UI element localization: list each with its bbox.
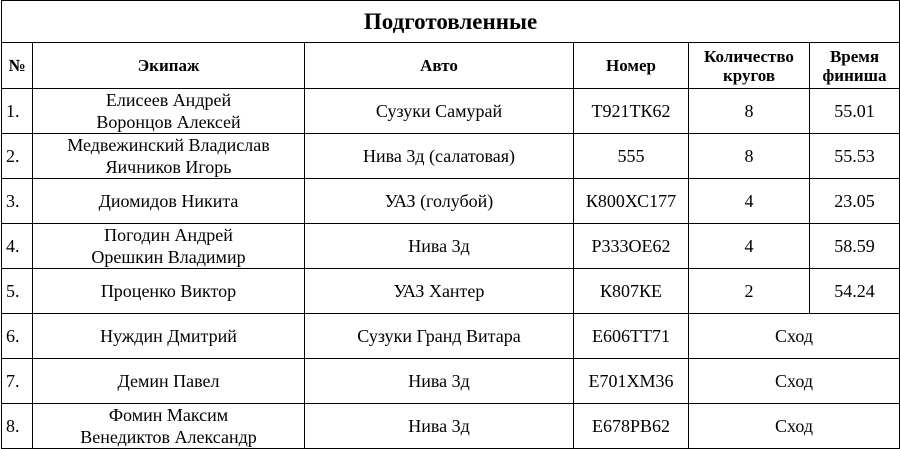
row-number: 2. bbox=[2, 134, 33, 179]
car-cell: Нива 3д bbox=[305, 359, 574, 404]
car-cell: УАЗ (голубой) bbox=[305, 179, 574, 224]
table-row bbox=[2, 404, 900, 449]
plate-cell: Е678РВ62 bbox=[574, 404, 689, 449]
crew-member: Фомин Максим bbox=[108, 405, 229, 425]
table-row bbox=[2, 224, 900, 269]
crew-member: Елисеев Андрей bbox=[105, 90, 232, 110]
laps-cell: 4 bbox=[689, 179, 810, 224]
table-row bbox=[2, 269, 900, 314]
laps-cell: 8 bbox=[689, 89, 810, 134]
crew-member: Венедиктов Александр bbox=[80, 427, 257, 447]
plate-cell: Е606ТТ71 bbox=[574, 314, 689, 359]
table-row bbox=[2, 89, 900, 134]
plate-cell: К807КЕ bbox=[574, 269, 689, 314]
header-laps bbox=[689, 43, 810, 89]
laps-cell: 2 bbox=[689, 269, 810, 314]
car-cell: Нива 3д bbox=[305, 224, 574, 269]
header-finish-line: Время bbox=[829, 46, 880, 66]
table-title: Подготовленные bbox=[2, 1, 900, 43]
crew-member: Проценко Виктор bbox=[100, 281, 237, 301]
header-laps-line: Количество bbox=[704, 46, 794, 66]
header-row bbox=[2, 43, 900, 89]
header-car: Авто bbox=[305, 43, 574, 89]
header-finish bbox=[810, 43, 900, 89]
crew-cell bbox=[33, 359, 305, 404]
results-table bbox=[1, 0, 900, 449]
car-cell: Нива 3д bbox=[305, 404, 574, 449]
status-cell: Сход bbox=[689, 314, 900, 359]
table-row bbox=[2, 179, 900, 224]
car-cell: Сузуки Самурай bbox=[305, 89, 574, 134]
row-number: 4. bbox=[2, 224, 33, 269]
crew-cell bbox=[33, 404, 305, 449]
table-row bbox=[2, 134, 900, 179]
status-cell: Сход bbox=[689, 359, 900, 404]
row-number: 7. bbox=[2, 359, 33, 404]
header-laps-line: кругов bbox=[722, 65, 776, 85]
car-cell: УАЗ Хантер bbox=[305, 269, 574, 314]
crew-member: Воронцов Алексей bbox=[96, 112, 241, 132]
car-cell: Нива 3д (салатовая) bbox=[305, 134, 574, 179]
finish-cell: 55.01 bbox=[810, 89, 900, 134]
header-crew: Экипаж bbox=[33, 43, 305, 89]
row-number: 1. bbox=[2, 89, 33, 134]
crew-member: Погодин Андрей bbox=[104, 225, 233, 245]
row-number: 8. bbox=[2, 404, 33, 449]
crew-member: Яичников Игорь bbox=[105, 157, 232, 177]
header-finish-line: финиша bbox=[822, 65, 887, 85]
crew-cell bbox=[33, 179, 305, 224]
crew-member: Орешкин Владимир bbox=[91, 247, 246, 267]
plate-cell: К800ХС177 bbox=[574, 179, 689, 224]
crew-cell bbox=[33, 89, 305, 134]
plate-cell: 555 bbox=[574, 134, 689, 179]
crew-cell bbox=[33, 314, 305, 359]
row-number: 6. bbox=[2, 314, 33, 359]
table-row bbox=[2, 314, 900, 359]
crew-cell bbox=[33, 224, 305, 269]
row-number: 5. bbox=[2, 269, 33, 314]
row-number: 3. bbox=[2, 179, 33, 224]
crew-member: Нуждин Дмитрий bbox=[100, 326, 237, 346]
crew-member: Медвежинский Владислав bbox=[67, 135, 270, 155]
plate-cell: Т921ТК62 bbox=[574, 89, 689, 134]
header-number: № bbox=[2, 43, 33, 89]
finish-cell: 55.53 bbox=[810, 134, 900, 179]
header-plate: Номер bbox=[574, 43, 689, 89]
plate-cell: Р333ОЕ62 bbox=[574, 224, 689, 269]
status-cell: Сход bbox=[689, 404, 900, 449]
laps-cell: 4 bbox=[689, 224, 810, 269]
finish-cell: 58.59 bbox=[810, 224, 900, 269]
crew-cell bbox=[33, 134, 305, 179]
laps-cell: 8 bbox=[689, 134, 810, 179]
car-cell: Сузуки Гранд Витара bbox=[305, 314, 574, 359]
crew-member: Диомидов Никита bbox=[98, 191, 239, 211]
finish-cell: 23.05 bbox=[810, 179, 900, 224]
table-row bbox=[2, 359, 900, 404]
finish-cell: 54.24 bbox=[810, 269, 900, 314]
plate-cell: Е701ХМ36 bbox=[574, 359, 689, 404]
crew-cell bbox=[33, 269, 305, 314]
crew-member: Демин Павел bbox=[117, 371, 220, 391]
